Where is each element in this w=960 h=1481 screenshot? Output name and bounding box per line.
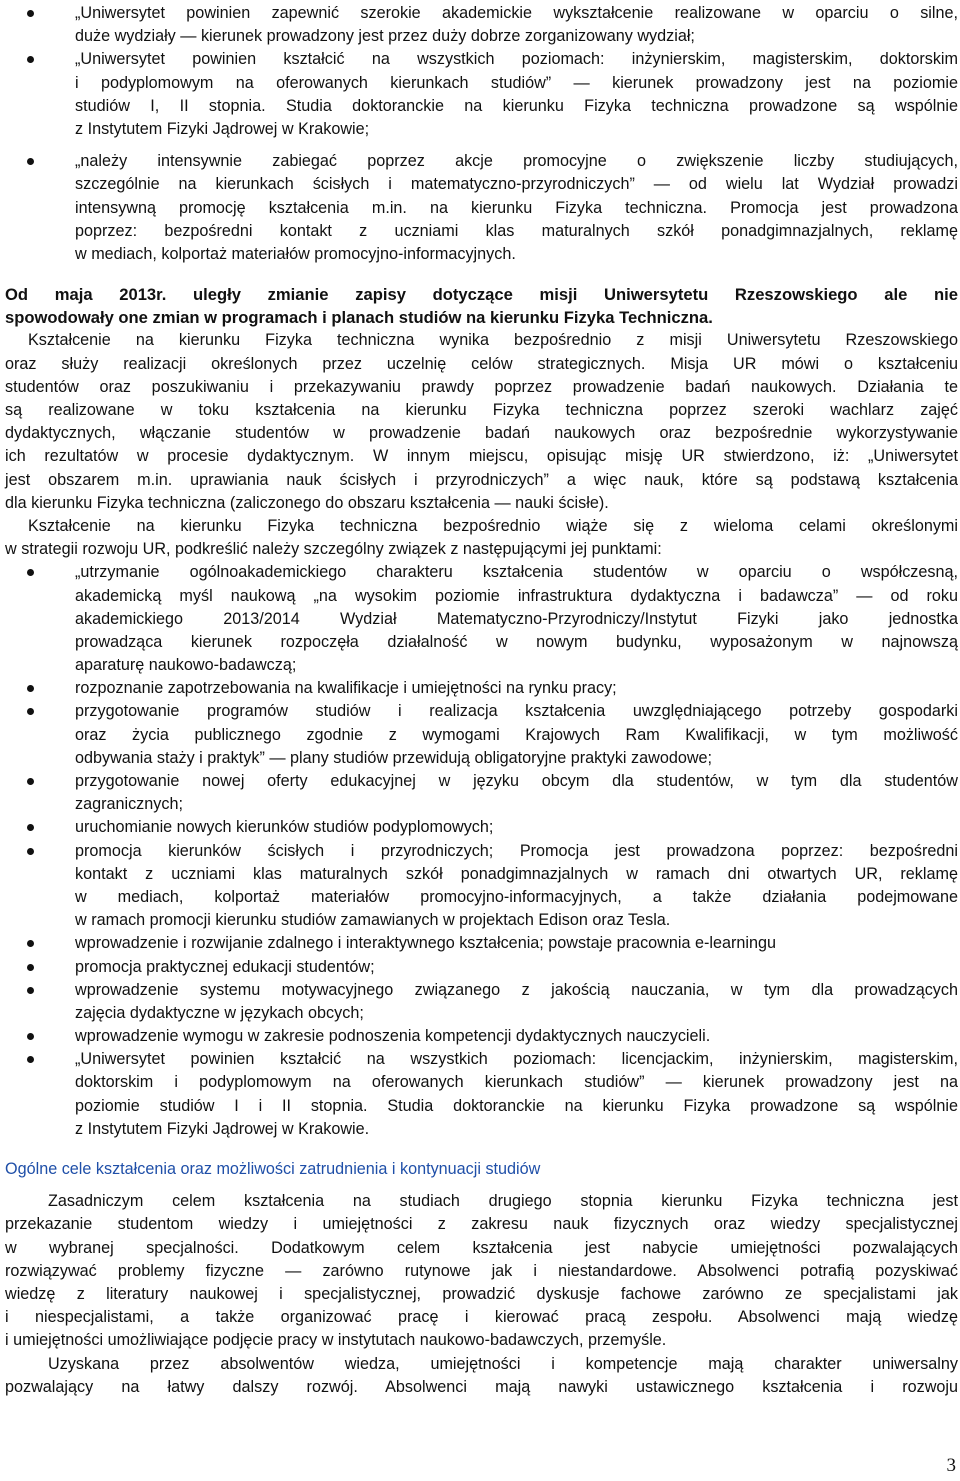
list-item <box>75 979 958 1025</box>
text-line: studiów I, II stopnia. Studia doktoranckie na kierunku Fizyka techniczna prowadzone są wspólnie <box>75 96 958 115</box>
paragraph-mission <box>5 329 958 515</box>
text-line: z Instytutem Fizyki Jądrowej w Krakowie. <box>75 1119 370 1138</box>
text-line: Zasadniczym celem kształcenia na studiach drugiego stopnia kierunku Fizyka techniczna jest <box>48 1192 958 1211</box>
text-line: „Uniwersytet powinien kształcić na wszystkich poziomach: licencjackim, inżynierskim, magisterskim, <box>75 1048 958 1071</box>
text-line: promocja praktycznej edukacji studentów; <box>75 956 958 979</box>
text-line: promocja kierunków ścisłych i przyrodniczych; Promocja jest prowadzona poprzez: bezpośredni <box>75 840 958 863</box>
text-line: studentów oraz poszukiwaniu i przekazywaniu prawdy poprzez prowadzenie badań naukowych. Działania te <box>5 377 958 396</box>
text-line: i podyplomowym na oferowanych kierunkach studiów” ― kierunek prowadzony jest na poziomie <box>75 73 958 92</box>
text-line: Uzyskana przez absolwentów wiedza, umiejętności i kompetencje mają charakter uniwersalny <box>48 1354 958 1373</box>
text-line: „należy intensywnie zabiegać poprzez akcje promocyjne o zwiększenie liczby studiujących, <box>75 150 958 173</box>
text-line: spowodowały one zmian w programach i planach studiów na kierunku Fizyka Techniczna. <box>5 308 713 328</box>
text-line: „utrzymanie ogólnoakademickiego charakteru kształcenia studentów w oparciu o współczesną, <box>75 561 958 584</box>
text-line: rozpoznanie zapotrzebowania na kwalifikacje i umiejętności na rynku pracy; <box>75 677 958 700</box>
list-item <box>75 2 958 48</box>
paragraph-goals <box>5 1190 958 1352</box>
text-line: w wybranej specjalności. Dodatkowym celem kształcenia jest nabycie umiejętności pozwalających <box>5 1238 958 1257</box>
paragraph-strategy <box>5 515 958 561</box>
text-line: przekazanie studentom wiedzy i umiejętności z zakresu nauk fizycznych oraz wiedzy specjalistycznej <box>5 1215 958 1234</box>
page-number: 3 <box>946 1455 956 1476</box>
text-line: oraz życia publicznego zgodnie z wymogami Krajowych Ram Kwalifikacji, w tym możliwość <box>75 725 958 744</box>
paragraph-universal <box>5 1353 958 1399</box>
text-line: zajęcia dydaktyczne w językach obcych; <box>75 1003 364 1022</box>
text-line: „Uniwersytet powinien kształcić na wszystkich poziomach: inżynierskim, magisterskim, doktorskim <box>75 48 958 71</box>
text-line: i umiejętności umożliwiające podjęcie pracy w instytutach naukowo-badawczych, przemyśle. <box>5 1331 667 1350</box>
document-page <box>5 2 958 1399</box>
text-line: Od maja 2013r. uległy zmianie zapisy dotyczące misji Uniwersytetu Rzeszowskiego ale nie <box>5 285 958 305</box>
list-item <box>75 956 958 979</box>
text-line: wiedzę z literatury naukowej i specjalistycznej, prowadzić dyskusje fachowe zarówno ze specjalistami jak <box>5 1284 958 1303</box>
list-item <box>75 932 958 955</box>
text-line: rozwiązywać problemy fizyczne ― zarówno rutynowe jak i niestandardowe. Absolwenci potrafią pozyskiwać <box>5 1261 958 1280</box>
text-line: w strategii rozwoju UR, podkreślić należy szczególny związek z następującymi jej punktami: <box>5 540 662 559</box>
text-line: uruchomianie nowych kierunków studiów podyplomowych; <box>75 816 958 839</box>
bold-paragraph <box>5 283 958 329</box>
text-line: poziomie studiów I i II stopnia. Studia doktoranckie na kierunku Fizyka prowadzone są wspólnie <box>75 1096 958 1115</box>
text-line: zagranicznych; <box>75 795 183 814</box>
text-line: w mediach, kolportaż materiałów promocyjno-informacyjnych. <box>75 244 516 263</box>
list-item <box>75 700 958 770</box>
text-line: „Uniwersytet powinien zapewnić szerokie akademickie wykształcenie realizowane w oparciu o silne, <box>75 2 958 25</box>
list-item <box>75 1025 958 1048</box>
text-line: doktorskim i podyplomowym na oferowanych kierunkach studiów” ― kierunek prowadzony jest na <box>75 1073 958 1092</box>
text-line: w ramach promocji kierunku studiów zamawianych w projektach Edison oraz Tesla. <box>75 911 671 930</box>
text-line: Kształcenie na kierunku Fizyka techniczna wynika bezpośrednio z misji Uniwersytetu Rzeszowskiego <box>28 331 958 350</box>
top-bullet-list <box>5 2 958 266</box>
text-line: Kształcenie na kierunku Fizyka techniczna bezpośrednio wiąże się z wieloma celami określonymi <box>28 516 958 535</box>
text-line: pozwalający na łatwy dalszy rozwój. Absolwenci mają nawyki ustawicznego kształcenia i rozwoju <box>5 1377 958 1396</box>
text-line: przygotowanie programów studiów i realizacja kształcenia uwzględniającego potrzeby gospodarki <box>75 700 958 723</box>
text-line: oraz służy realizacji określonych przez uczelnię celów strategicznych. Misja UR mówi o kształceniu <box>5 354 958 373</box>
text-line: w mediach, kolportaż materiałów promocyjno-informacyjnych, a także działania podejmowane <box>75 887 958 906</box>
list-item <box>75 1048 958 1141</box>
text-line: przygotowanie nowej oferty edukacyjnej w języku obcym dla studentów, w tym dla studentów <box>75 770 958 793</box>
text-line: duże wydziały ― kierunek prowadzony jest przez duży dobrze zorganizowany wydział; <box>75 27 695 46</box>
text-line: odbywania staży i praktyk” ― plany studiów przewidują obligatoryjne praktyki zawodowe; <box>75 748 713 767</box>
text-line: dydaktycznych, włączanie studentów w prowadzenie badań naukowych oraz bezpośrednie wykorzystywanie <box>5 424 958 443</box>
text-line: akademickiego 2013/2014 Wydział Matematyczno-Przyrodniczy/Instytut Fizyki jako jednostka <box>75 609 958 628</box>
text-line: poprzez: bezpośredni kontakt z uczniami klas maturalnych szkół ponadgimnazjalnych, reklamę <box>75 221 958 240</box>
text-line: akademicką myśl naukową „na wysokim poziomie infrastruktura dydaktyczna i badawcza” ― od roku <box>75 586 958 605</box>
list-item <box>75 770 958 816</box>
list-item <box>75 677 958 700</box>
text-line: aparaturę naukowo-badawczą; <box>75 656 297 675</box>
text-line: wprowadzenie wymogu w zakresie podnoszenia kompetencji dydaktycznych nauczycieli. <box>75 1025 958 1048</box>
section-heading: Ogólne cele kształcenia oraz możliwości zatrudnienia i kontynuacji studiów <box>5 1160 541 1178</box>
text-line: wprowadzenie systemu motywacyjnego związanego z jakością nauczania, w tym dla prowadzących <box>75 979 958 1002</box>
list-item <box>75 561 958 677</box>
strategy-bullet-list <box>5 561 958 1141</box>
text-line: z Instytutem Fizyki Jądrowej w Krakowie; <box>75 119 370 138</box>
text-line: prowadząca kierunek rozpoczęła działalność w nowym budynku, wyposażonym w najnowszą <box>75 632 958 651</box>
text-line: są realizowane w toku kształcenia na kierunku Fizyka techniczna poprzez szeroki wachlarz zajęć <box>5 401 958 419</box>
text-line: i niespecjalistami, a także organizować pracę i kierować pracą zespołu. Absolwenci mają wiedzę <box>5 1308 958 1327</box>
text-line: wprowadzenie i rozwijanie zdalnego i interaktywnego kształcenia; powstaje pracownia e-learningu <box>75 932 958 955</box>
list-item <box>75 816 958 839</box>
text-line: ich rezultatów w procesie dydaktycznym. W innym miejscu, opisując misję UR stwierdzono, iż: „Uniwersytet <box>5 447 958 466</box>
text-line: szczególnie na kierunkach ścisłych i matematyczno-przyrodniczych” ― od wielu lat Wydział prowadzi <box>75 175 958 194</box>
text-line: kontakt z uczniami klas maturalnych szkół ponadgimnazjalnych w ramach dni otwartych UR, reklamę <box>75 864 958 883</box>
text-line: dla kierunku Fizyka techniczna (zaliczonego do obszaru kształcenia ― nauki ścisłe). <box>5 493 609 512</box>
list-item <box>75 48 958 141</box>
list-item <box>75 840 958 933</box>
text-line: jest obszarem m.in. uprawiania nauk ścisłych i przyrodniczych” a więc nauk, które są podstawą kształcenia <box>5 470 958 489</box>
list-item <box>75 150 958 266</box>
text-line: intensywną promocję kształcenia m.in. na kierunku Fizyka techniczna. Promocja jest prowadzona <box>75 198 958 217</box>
